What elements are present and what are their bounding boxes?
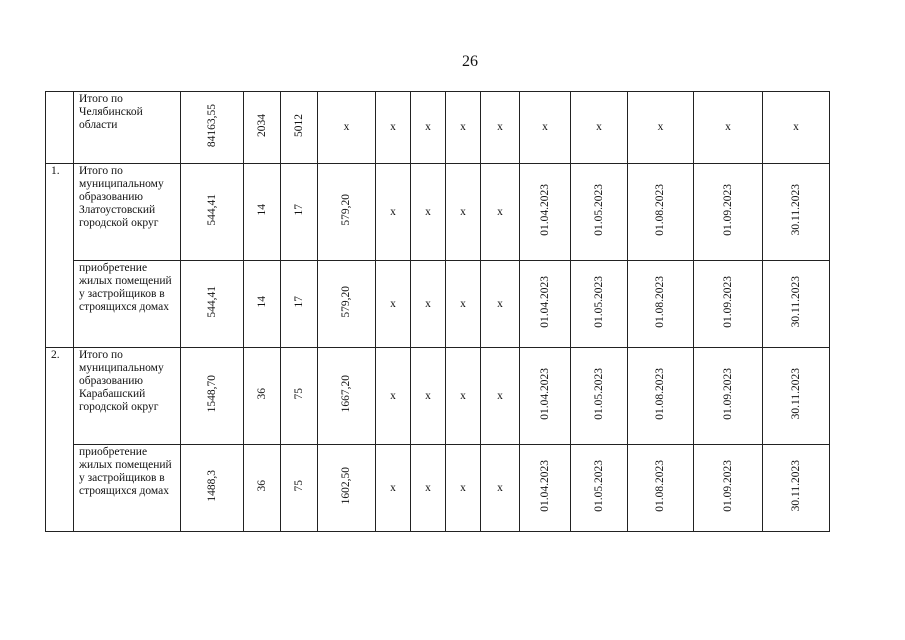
rotated-value: 75	[292, 388, 305, 400]
value-cell	[694, 445, 763, 532]
rotated-value: 30.11.2023	[789, 276, 802, 328]
value-cell	[694, 348, 763, 445]
rotated-value: 75	[292, 480, 305, 492]
program-table	[45, 91, 830, 532]
value-cell	[181, 348, 244, 445]
row-name-cell: Итого по муниципальному образованию Златоустовский городской округ	[74, 164, 181, 261]
row-name-cell: Итого по муниципальному образованию Карабашский городской округ	[74, 348, 181, 445]
value-cell-x: x	[411, 348, 446, 445]
value-cell	[694, 164, 763, 261]
value-cell	[244, 445, 281, 532]
value-cell	[520, 348, 571, 445]
rotated-value: 36	[255, 388, 268, 400]
rotated-value: 36	[255, 480, 268, 492]
rotated-value: 17	[292, 296, 305, 308]
value-cell	[181, 445, 244, 532]
value-cell-x: x	[446, 92, 481, 164]
value-cell	[694, 261, 763, 348]
row-name-cell: приобретение жилых помещений у застройщиков в строящихся домах	[74, 445, 181, 532]
rotated-value: 01.05.2023	[592, 368, 605, 420]
table-row	[46, 348, 830, 445]
value-cell	[763, 445, 830, 532]
value-cell-x: x	[571, 92, 628, 164]
row-name-cell: приобретение жилых помещений у застройщиков в строящихся домах	[74, 261, 181, 348]
rotated-value: 01.09.2023	[721, 184, 734, 236]
value-cell-x: x	[446, 261, 481, 348]
value-cell	[244, 348, 281, 445]
table-row	[46, 261, 830, 348]
value-cell	[281, 92, 318, 164]
value-cell	[281, 348, 318, 445]
table-row	[46, 445, 830, 532]
rotated-value: 544,41	[205, 194, 218, 226]
rotated-value: 14	[255, 296, 268, 308]
rotated-value: 14	[255, 204, 268, 216]
value-cell	[571, 261, 628, 348]
rotated-value: 01.09.2023	[721, 368, 734, 420]
rotated-value: 17	[292, 204, 305, 216]
rotated-value: 01.09.2023	[721, 276, 734, 328]
rotated-value: 1488,3	[205, 470, 218, 502]
value-cell	[181, 261, 244, 348]
rotated-value: 01.08.2023	[654, 368, 666, 420]
value-cell-x: x	[376, 261, 411, 348]
value-cell	[281, 261, 318, 348]
value-cell	[628, 348, 694, 445]
value-cell-x: x	[481, 92, 520, 164]
value-cell-x: x	[376, 348, 411, 445]
value-cell-x: x	[376, 92, 411, 164]
rotated-value: 01.08.2023	[654, 460, 666, 512]
rotated-value: 01.04.2023	[538, 460, 551, 512]
rotated-value: 84163,55	[205, 103, 218, 148]
rotated-value: 01.05.2023	[592, 184, 605, 236]
value-cell	[281, 164, 318, 261]
value-cell	[244, 92, 281, 164]
value-cell	[571, 348, 628, 445]
rotated-value: 544,41	[205, 286, 218, 318]
value-cell-x: x	[376, 445, 411, 532]
value-cell-x: x	[481, 445, 520, 532]
value-cell	[244, 164, 281, 261]
rotated-value: 30.11.2023	[789, 368, 802, 420]
value-cell-x: x	[411, 445, 446, 532]
value-cell-x: x	[446, 164, 481, 261]
value-cell-x: x	[376, 164, 411, 261]
row-name-cell: Итого по Челябинской области	[74, 92, 181, 164]
rotated-value: 579,20	[340, 286, 352, 318]
value-cell-x: x	[411, 261, 446, 348]
value-cell	[181, 92, 244, 164]
value-cell-x: x	[481, 261, 520, 348]
row-number-cell	[46, 92, 74, 164]
value-cell-x: x	[411, 92, 446, 164]
value-cell	[318, 261, 376, 348]
value-cell	[318, 164, 376, 261]
rotated-value: 01.04.2023	[538, 368, 551, 420]
value-cell	[181, 164, 244, 261]
value-cell-x: x	[520, 92, 571, 164]
rotated-value: 30.11.2023	[789, 184, 802, 236]
table-row	[46, 92, 830, 164]
value-cell	[571, 445, 628, 532]
rotated-value: 2034	[255, 114, 268, 137]
value-cell-x: x	[628, 92, 694, 164]
value-cell	[520, 164, 571, 261]
value-cell	[281, 445, 318, 532]
value-cell	[520, 261, 571, 348]
rotated-value: 01.08.2023	[654, 184, 666, 236]
value-cell-x: x	[763, 92, 830, 164]
row-number-cell: 1.	[46, 164, 74, 348]
value-cell	[244, 261, 281, 348]
value-cell-x: x	[318, 92, 376, 164]
value-cell	[571, 164, 628, 261]
rotated-value: 5012	[292, 114, 305, 137]
rotated-value: 01.05.2023	[592, 460, 605, 512]
rotated-value: 01.05.2023	[592, 276, 605, 328]
rotated-value: 30.11.2023	[789, 460, 802, 512]
rotated-value: 01.09.2023	[721, 460, 734, 512]
value-cell-x: x	[446, 348, 481, 445]
rotated-value: 1667,20	[340, 375, 352, 413]
value-cell	[628, 261, 694, 348]
page-number: 26	[462, 53, 478, 70]
rotated-value: 01.04.2023	[538, 184, 551, 236]
rotated-value: 1602,50	[340, 467, 352, 505]
value-cell	[628, 164, 694, 261]
rotated-value: 579,20	[340, 194, 352, 226]
rotated-value: 01.04.2023	[538, 276, 551, 328]
value-cell	[628, 445, 694, 532]
value-cell-x: x	[481, 348, 520, 445]
table-body	[46, 92, 830, 532]
value-cell-x: x	[694, 92, 763, 164]
value-cell-x: x	[481, 164, 520, 261]
table-row	[46, 164, 830, 261]
row-number-cell: 2.	[46, 348, 74, 532]
rotated-value: 01.08.2023	[654, 276, 666, 328]
value-cell-x: x	[446, 445, 481, 532]
value-cell	[763, 261, 830, 348]
value-cell	[318, 348, 376, 445]
value-cell	[520, 445, 571, 532]
rotated-value: 1548,70	[205, 375, 218, 413]
value-cell	[763, 164, 830, 261]
value-cell-x: x	[411, 164, 446, 261]
value-cell	[763, 348, 830, 445]
value-cell	[318, 445, 376, 532]
